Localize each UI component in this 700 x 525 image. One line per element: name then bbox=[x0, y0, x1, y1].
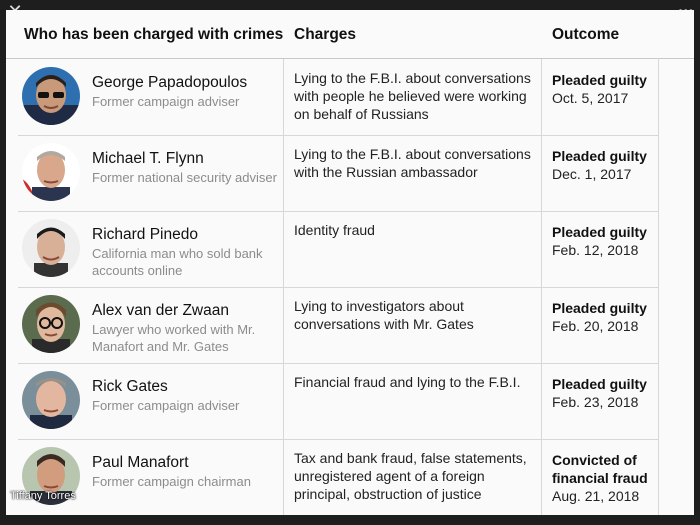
image-panel bbox=[6, 10, 694, 515]
person-name: Paul Manafort bbox=[92, 454, 189, 471]
table-right-border bbox=[658, 58, 659, 515]
outcome-verdict: Pleaded guilty bbox=[552, 224, 647, 240]
person-role: California man who sold bank accounts online bbox=[92, 246, 263, 278]
person-name: Alex van der Zwaan bbox=[92, 302, 229, 319]
watermark-text: Tiffany Torres bbox=[10, 490, 76, 502]
viewer-bottom-bar bbox=[0, 515, 700, 525]
person-role: Lawyer who worked with Mr. Manafort and Mr. Gates bbox=[92, 322, 256, 354]
charges-text: Lying to investigators about conversations with Mr. Gates bbox=[294, 298, 474, 332]
column-divider bbox=[283, 59, 284, 135]
outcome-verdict: Pleaded guilty bbox=[552, 148, 647, 164]
outcome-date: Feb. 23, 2018 bbox=[552, 394, 639, 410]
charges-text: Tax and bank fraud, false statements, unregistered agent of a foreign principal, obstruction of justice bbox=[294, 450, 527, 502]
charges-text: Lying to the F.B.I. about conversations with the Russian ambassador bbox=[294, 146, 531, 180]
charges-text: Lying to the F.B.I. about conversations with people he believed were working on behalf of Russians bbox=[294, 70, 531, 122]
column-divider bbox=[283, 287, 284, 363]
outcome-verdict: Pleaded guilty bbox=[552, 300, 647, 316]
table-row bbox=[18, 59, 658, 136]
person-name: Richard Pinedo bbox=[92, 226, 198, 243]
avatar bbox=[22, 295, 80, 353]
table-row bbox=[18, 287, 658, 364]
person-name: George Papadopoulos bbox=[92, 74, 248, 91]
column-divider bbox=[283, 135, 284, 211]
person-role: Former national security adviser bbox=[92, 170, 277, 185]
outcome-verdict: Convicted of financial fraud bbox=[552, 452, 648, 486]
outcome-date: Feb. 12, 2018 bbox=[552, 242, 639, 258]
column-divider bbox=[541, 439, 542, 515]
column-divider bbox=[541, 211, 542, 287]
charges-text: Identity fraud bbox=[294, 222, 375, 238]
person-role: Former campaign adviser bbox=[92, 94, 240, 109]
table-header bbox=[6, 10, 694, 59]
outcome-date: Dec. 1, 2017 bbox=[552, 166, 632, 182]
table-row bbox=[18, 135, 658, 212]
person-name: Michael T. Flynn bbox=[92, 150, 204, 167]
outcome-date: Oct. 5, 2017 bbox=[552, 90, 629, 106]
outcome-date: Feb. 20, 2018 bbox=[552, 318, 639, 334]
avatar bbox=[22, 67, 80, 125]
person-role: Former campaign adviser bbox=[92, 398, 240, 413]
person-role: Former campaign chairman bbox=[92, 474, 251, 489]
table-row bbox=[18, 363, 658, 440]
column-divider bbox=[541, 363, 542, 439]
column-divider bbox=[541, 287, 542, 363]
outcome-date: Aug. 21, 2018 bbox=[552, 488, 640, 504]
column-divider bbox=[283, 363, 284, 439]
header-outcome: Outcome bbox=[552, 26, 620, 43]
avatar bbox=[22, 143, 80, 201]
header-who: Who has been charged with crimes bbox=[24, 26, 284, 43]
column-divider bbox=[541, 59, 542, 135]
column-divider bbox=[541, 135, 542, 211]
person-name: Rick Gates bbox=[92, 378, 168, 395]
column-divider bbox=[283, 439, 284, 515]
column-divider bbox=[283, 211, 284, 287]
table-row bbox=[18, 211, 658, 288]
outcome-verdict: Pleaded guilty bbox=[552, 72, 647, 88]
charges-text: Financial fraud and lying to the F.B.I. bbox=[294, 374, 521, 390]
avatar bbox=[22, 371, 80, 429]
avatar bbox=[22, 219, 80, 277]
header-charges: Charges bbox=[294, 26, 357, 43]
table-row bbox=[18, 439, 658, 515]
outcome-verdict: Pleaded guilty bbox=[552, 376, 647, 392]
